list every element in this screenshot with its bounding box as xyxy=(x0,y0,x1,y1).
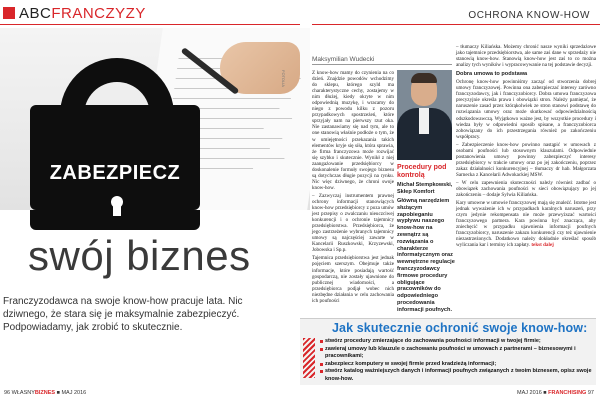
padlock-icon xyxy=(30,105,200,210)
paragraph: – tłumaczy Kiliańska. Możemy chronić nasze wyniki sprzedażowe jako tajemnice przedsiębiorstwa, ale same zaś dane w sprzedaży nie stanowią know-how. Stanowią know-how jest zaś to co można analizy tych wyników i wypracowywanie na tej podstawie decyzji. xyxy=(456,44,596,69)
list-item: stwórz katalog ważniejszych danych i informacji poufnych związanych z twoim biznesem, opisz swoje know-how. xyxy=(320,368,596,383)
article-column-1 xyxy=(312,70,394,306)
expert-company: Skłep Komfort xyxy=(397,188,435,195)
continue-marker: tekst dalej xyxy=(531,242,554,249)
paragraph: Tajemnica przedsiębiorstwa jest jednak pojęciem szerszym. Obejmuje także informacje, które posiadają wartość gospodarczą, nie zostały ujawnione do publicznej wiadomości, a przedsiębiorca podjął wobec nich niezbędne działania w celu zachowania ich poufności xyxy=(312,255,394,304)
tips-list xyxy=(320,338,596,384)
page-number-left: 96 xyxy=(4,390,11,396)
paragraph: – Zazwyczaj instrumentem prawnej ochrony informacji stanowiących know-how przedsiębiorcy z poza umów jest przepisy o zwalczaniu nieuczciwej konkurencji i o ochronie tajemnicy przedsiębiorstwa. Przedsiębiorca, że jego zastrzeżenie wybranych tajemnicy umowy są najczęściej zawarte w Kancelarii Ruszkowski, Krzyzewski, Jobowska i Sp.p. xyxy=(312,192,394,254)
keyhole-slot xyxy=(113,202,121,216)
expert-photo xyxy=(397,70,452,160)
tips-title: Jak skutecznie ochronić swoje know-how: xyxy=(332,321,588,335)
decorative-stripes xyxy=(303,338,315,378)
header-rule-right xyxy=(312,24,600,25)
expert-name: Michał Stempkowski, xyxy=(397,182,453,188)
author-rule xyxy=(312,64,452,65)
paragraph-text: Kary umowne w umowie franczyzowej mają się znaleźć. Istotne jest jednak wyważenie ich w przypadkach karalnych naruszeń, przy czym jedynie rekompensata nie może przewyższać wartości franczyzowego partnera. Kara powinna być znacząca, aby zniechęcić w przypadku ujawnienia informacji poufnych franczyzobiorcy, naruszenie zakazu konkurencji czy też ujawnienie niezastrzeżonych. Dodatkowo należy dokładnie określać sposób wyliczania kar i terminy ich zapłaty. xyxy=(456,200,596,249)
article-title: swój biznes xyxy=(28,232,251,279)
paragraph xyxy=(456,200,596,248)
magazine-name-b: BIZNES xyxy=(34,390,56,396)
magazine-name-a: WŁASNY xyxy=(11,390,35,396)
footer-right: MAJ 2016 ■ FRANCHISING 97 xyxy=(516,390,594,396)
paragraph: – W celu zapewnienia skuteczności należy również zadbać o obowiązek zachowania poufności w sieci obowiązujący po jej zakończeniu – dodaje Sylwia Kiliańska. xyxy=(456,179,596,199)
footer-left: 96 WŁASNYBIZNES ■ MAJ 2016 xyxy=(4,390,87,396)
paragraph: – Zabezpieczenie know-how powinno nastąpić w umowach z osobami poufności lub stosownym klauzulami. Odpowiednie postanowienia umowy powinny zabezpieczyć interesy przedsiębiorcy w trakcie umowy oraz po jej zakończeniu, poprzez zakaz działalności konkurencyjnej – tłumaczy dr hab. Małgorzata Sarnecka z Kancelarii Adwokackiej MSW. xyxy=(456,141,596,178)
header-rule-left xyxy=(0,24,300,25)
section-header xyxy=(3,2,146,24)
article-lead: Franczyzodawca na swoje know-how pracuje lata. Nic dziwnego, że stara się je maksymalnie zabezpieczyć. Podpowiadamy, jak zrobić to skutecznie. xyxy=(3,296,243,333)
article-author: Maksymilian Wudecki xyxy=(312,56,375,63)
lock-headline: ZABEZPIECZ xyxy=(49,162,181,184)
subheading: Dobra umowa to podstawa xyxy=(456,71,528,78)
list-item: zawieraj umowy lub klauzule o zachowaniu poufności w umowach z partnerami – biznesowymi i pracownikami; xyxy=(320,346,596,361)
magazine-name-right: FRANCHISING xyxy=(548,390,587,396)
issue-right: MAJ 2016 xyxy=(516,390,542,396)
article-column-2 xyxy=(456,44,596,251)
page-number-right: 97 xyxy=(587,390,594,396)
page-topic: OCHRONA KNOW-HOW xyxy=(468,10,590,21)
section-prefix: ABC xyxy=(19,4,52,22)
photo-credit: FOTOLIA xyxy=(281,70,286,88)
list-item: stwórz procedury zmierzające do zachowania poufności informacji w twojej firmie; xyxy=(320,338,596,346)
paragraph: Ochronę know-how powinniśmy zacząć od stworzenia dobrej umowy franczyzowej. Powinna ona zabezpieczać interesy zarówno franczyzodawcy, jak i franczyzobiorcy. Dobra umowa franczyzowa precyzyjnie określa prawa i obowiązki stron. Należy pamiętać, że naruszenie zasad przez którąkolwiek ze stron stanowi podstawę do rozwiązania umowy oraz może skutkować odpowiedzialnością odszkodowawczą. Wyjątkowo ważne jest, by wszystkie procedury i wiedza były w odpowiedni sposób spisane, a franczyzobiorca zobowiązany do ich przestrzegania również po zakończeniu współpracy. xyxy=(456,79,596,140)
expert-credit xyxy=(397,182,455,195)
expert-quote: Główną narzędziem służącym zapobieganiu wypływu naszego know-how na zewnątrz są rozwiązania o charakterze informatycznym oraz wewnętrzne regulacje franczyzodawcy firmowe procedury obligujące pracowników do odpowiedniego procedowania informacji poufnych. xyxy=(397,198,455,313)
issue-left: MAJ 2016 xyxy=(61,390,87,396)
paragraph: Z know-how mamy do czynienia na co dzień. Znajdzie powodów wchodzimy do sklepu, którego szyld ma charakterystyczne cechy, zostajemy w nim dłużej, kiedy okryte w nim odpowiednią muzykę, i wracamy do niego z powodu kilku z pozoru przypadkowych spostrzeżeń, które sprzyjały nam na pierwszy rzut oka. Nie zastanawiamy się nad tym, ale to one stanowią właśnie podłoże o tym, że w umiejętności przekazania takich elementów kryje się siła, która sprawia, że firma franczyzowa może rozwijać się szybko i skutecznie. Wynikł z niej zaangażowanie przedsiębiorcy w doskonalenie formuły swojego biznesu są dotychczas długie pozycji na rynku. Nic więc dziwnego, że chroni swoje know-how. xyxy=(312,70,394,191)
expert-highlight: Procedury pod kontrolą xyxy=(397,164,447,179)
section-name: FRANCZYZY xyxy=(51,4,146,22)
list-item: zabezpiecz komputery w swojej firmie przed kradzieżą informacji; xyxy=(320,361,596,369)
section-marker xyxy=(3,7,15,19)
